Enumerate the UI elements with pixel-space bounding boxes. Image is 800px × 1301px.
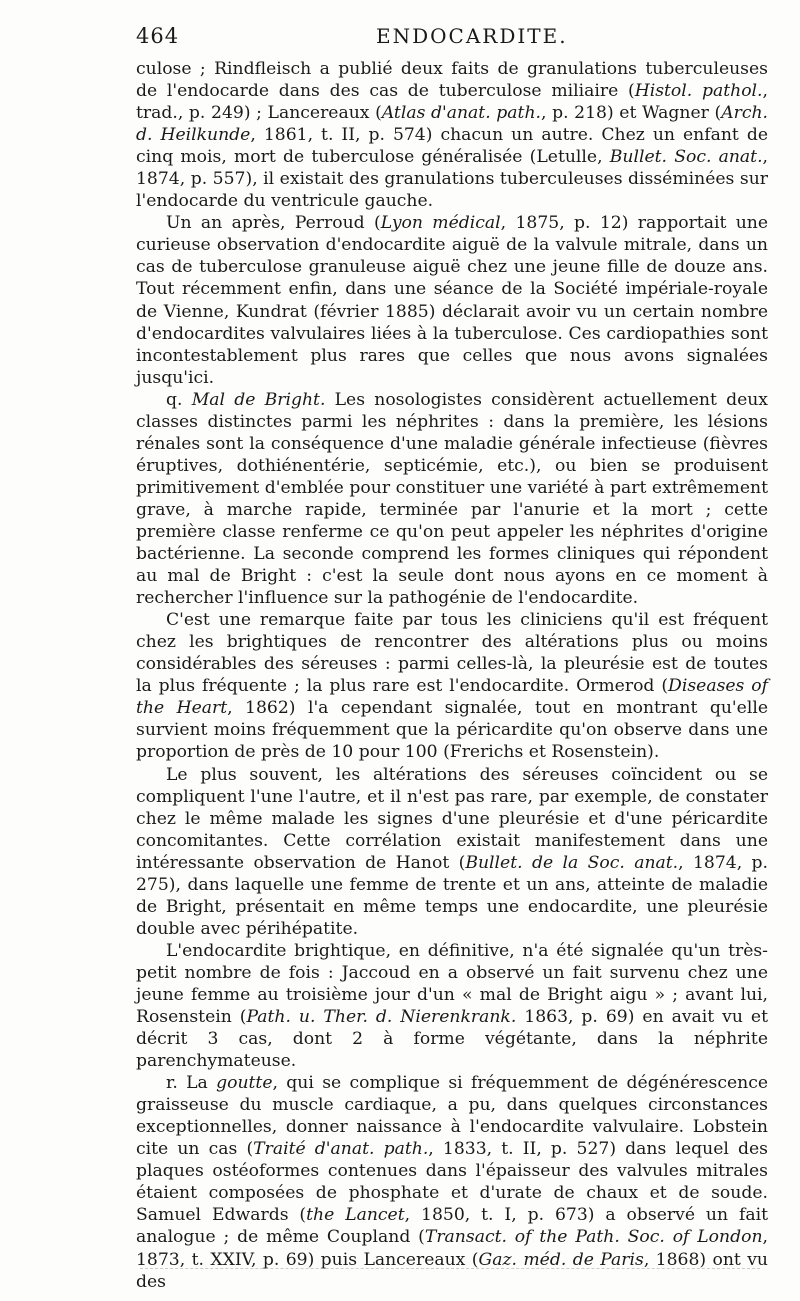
body-text bbox=[136, 58, 768, 1293]
paragraph-tuberculose-continued: culose ; Rindfleisch a publié deux faits de granulations tuberculeuses de l'endocarde dans des cas de tuberculose miliaire (Histol. pathol., trad., p. 249) ; Lancereaux (Atlas d'anat. path., p. 218) et Wagner (Arch. d. Heilkunde, 1861, t. II, p. 574) chacun un autre. Chez un enfant de cinq mois, mort de tuberculose généralisée (Letulle, Bullet. Soc. anat., 1874, p. 557), il existait des granulations tuberculeuses disséminées sur l'endocarde du ventricule gauche. bbox=[136, 59, 769, 212]
footer-dotted-rule bbox=[140, 1268, 760, 1269]
paragraph-mal-de-bright: q. Mal de Bright. Les nosologistes considèrent actuellement deux classes distinctes parmi les néphrites : dans la première, les lésions rénales sont la conséquence d'une maladie générale infectieuse (fièvres éruptives, dothiénentérie, septicémie, etc.), ou bien se produisent primitivement d'emblée pour constituer une variété à part extrêmement grave, à marche rapide, terminée par l'anurie et la mort ; cette première classe renferme ce qu'on peut appeler les néphrites d'origine bactérienne. La seconde comprend les formes cliniques qui répondent au mal de Bright : c'est la seule dont nous ayons en ce moment à rechercher l'influence sur la pathogénie de l'endocardite. bbox=[136, 389, 769, 609]
page-header bbox=[136, 18, 768, 52]
paragraph-perroud: Un an après, Perroud (Lyon médical, 1875, p. 12) rapportait une curieuse observation d'endocardite aiguë de la valvule mitrale, dans un cas de tuberculose granuleuse aiguë chez une jeune fille de douze ans. Tout récemment enfin, dans une séance de la Société impériale-royale de Vienne, Kundrat (février 1885) déclarait avoir vu un certain nombre d'endocardites valvulaires liées à la tuberculose. Ces cardiopathies sont incontestablement plus rares que celles que nous avons signalées jusqu'ici. bbox=[136, 213, 769, 388]
paragraph-alterations-sereuses: Le plus souvent, les altérations des séreuses coïncident ou se compliquent l'une l'autre, et il n'est pas rare, par exemple, de constater chez le même malade les signes d'une pleurésie et d'une péricardite concomitantes. Cette corrélation existait manifestement dans une intéressante observation de Hanot (Bullet. de la Soc. anat., 1874, p. 275), dans laquelle une femme de trente et un ans, atteinte de maladie de Bright, présentait en même temps une endocardite, une pleurésie double avec périhépatite. bbox=[136, 764, 769, 939]
paragraph-goutte: r. La goutte, qui se complique si fréquemment de dégénérescence graisseuse du muscle cardiaque, a pu, dans quelques circonstances exceptionnelles, donner naissance à l'endocardite valvulaire. Lobstein cite un cas (Traité d'anat. path., 1833, t. II, p. 527) dans lequel des plaques ostéoformes contenues dans l'épaisseur des valvules mitrales étaient composées de phosphate et d'urate de chaux et de soude. Samuel Edwards (the Lancet, 1850, t. I, p. 673) a observé un fait analogue ; de même Coupland (Transact. of the Path. Soc. of London, 1873, t. XXIV, p. 69) puis Lancereaux (Gaz. méd. de Paris, 1868) ont vu des bbox=[136, 1073, 769, 1292]
paragraph-cliniciens: C'est une remarque faite par tous les cliniciens qu'il est fréquent chez les brightiques de rencontrer des altérations plus ou moins considérables des séreuses : parmi celles-là, la pleurésie est de toutes la plus fréquente ; la plus rare est l'endocardite. Ormerod (Diseases of the Heart, 1862) l'a cependant signalée, tout en montrant qu'elle survient moins fréquemment que la péricardite qu'on observe dans une proportion de près de 10 pour 100 (Frerichs et Rosenstein). bbox=[136, 610, 768, 763]
page-number: 464 bbox=[136, 24, 180, 48]
paragraph-endocardite-brightique: L'endocardite brightique, en définitive, n'a été signalée qu'un très-petit nombre de fois : Jaccoud en a observé un fait survenu chez une jeune femme au troisième jour d'un « mal de Bright aigu » ; avant lui, Rosenstein (Path. u. Ther. d. Nierenkrank. 1863, p. 69) en avait vu et décrit 3 cas, dont 2 à forme végétante, dans la néphrite parenchymateuse. bbox=[136, 940, 768, 1072]
running-title: ENDOCARDITE. bbox=[376, 24, 568, 48]
